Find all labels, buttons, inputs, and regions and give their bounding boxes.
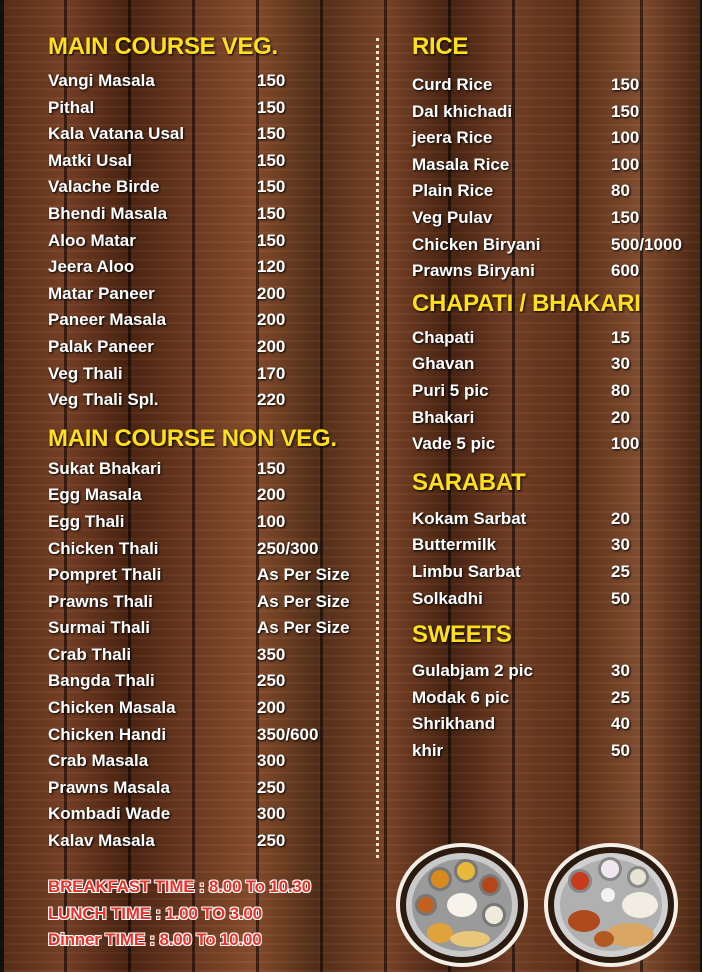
item-price: 150 — [257, 71, 286, 90]
dinner-time: Dinner TIME : 8.00 To 10.00 — [48, 930, 262, 949]
item-name: Vangi Masala — [48, 71, 155, 90]
item-price: 40 — [611, 714, 630, 734]
item-price: 150 — [257, 97, 286, 117]
list-item — [412, 658, 702, 685]
list-item — [48, 642, 368, 669]
item-price: 250/300 — [257, 538, 319, 558]
item-price: 30 — [611, 354, 630, 374]
item-name: Puri 5 pic — [412, 380, 489, 400]
section-heading-chapati-bhakari: CHAPATI / BHAKARI — [412, 289, 641, 317]
thali-plate-image — [544, 843, 678, 967]
item-name: Vade 5 pic — [412, 434, 496, 454]
list-item — [48, 121, 368, 148]
list-item — [412, 99, 702, 126]
item-price: 150 — [257, 177, 286, 197]
item-price: 50 — [611, 740, 630, 760]
item-name: Modak 6 pic — [412, 687, 510, 707]
list-item — [48, 174, 368, 201]
item-name: Chicken Masala — [48, 698, 176, 718]
item-name: Masala Rice — [412, 154, 510, 174]
section-heading-main-course-veg: MAIN COURSE VEG. — [48, 33, 278, 60]
list-item — [48, 334, 368, 361]
item-name: Kala Vatana Usal — [48, 124, 185, 144]
list-item — [412, 351, 702, 378]
list-item — [412, 125, 702, 152]
list-item — [48, 722, 368, 749]
item-name: Valache Birde — [48, 177, 160, 197]
list-item — [48, 695, 368, 722]
list-item — [48, 562, 368, 589]
item-price: 150 — [257, 230, 286, 250]
section-heading-rice: RICE — [412, 33, 469, 60]
item-price: 500/1000 — [611, 234, 682, 254]
item-name: jeera Rice — [412, 128, 493, 148]
chapati-items-list — [412, 325, 702, 458]
item-price: 220 — [257, 390, 286, 410]
item-name: Pithal — [48, 97, 95, 117]
item-price: 150 — [611, 75, 640, 94]
item-name: Pompret Thali — [48, 565, 162, 585]
item-name: Chicken Handi — [48, 724, 167, 744]
item-name: Curd Rice — [412, 75, 493, 94]
list-item — [412, 405, 702, 432]
list-item — [48, 307, 368, 334]
list-item — [48, 668, 368, 695]
item-name: Crab Masala — [48, 751, 149, 771]
item-price: 250 — [257, 831, 286, 851]
list-item — [48, 68, 368, 95]
list-item — [48, 201, 368, 228]
item-name: Aloo Matar — [48, 230, 136, 250]
item-price: 100 — [257, 511, 286, 531]
item-name: Prawns Biryani — [412, 261, 535, 281]
item-price: 50 — [611, 588, 630, 608]
list-item — [412, 586, 702, 613]
item-price: 200 — [257, 310, 286, 330]
item-name: Veg Thali — [48, 363, 123, 383]
item-price: 200 — [257, 698, 286, 718]
list-item — [48, 482, 368, 509]
list-item — [412, 431, 702, 458]
item-price: 200 — [257, 283, 286, 303]
item-name: Egg Thali — [48, 511, 125, 531]
item-name: Chapati — [412, 327, 475, 347]
list-item — [48, 615, 368, 642]
item-name: Prawns Masala — [48, 777, 170, 797]
item-name: Solkadhi — [412, 588, 483, 608]
item-price: As Per Size — [257, 591, 350, 611]
item-price: 100 — [611, 434, 640, 454]
item-price: 150 — [257, 458, 286, 478]
item-name: Egg Masala — [48, 485, 142, 505]
list-item — [412, 258, 702, 285]
list-item — [48, 148, 368, 175]
list-item — [412, 532, 702, 559]
list-item — [412, 325, 702, 352]
item-name: Matki Usal — [48, 150, 133, 170]
breakfast-time: BREAKFAST TIME : 8.00 To 10.30 — [48, 877, 311, 896]
item-price: 25 — [611, 687, 630, 707]
sweets-items-list — [412, 658, 702, 764]
item-price: As Per Size — [257, 565, 350, 585]
section-heading-sarabat: SARABAT — [412, 468, 526, 496]
list-item — [412, 178, 702, 205]
item-price: 20 — [611, 508, 630, 528]
item-name: Chicken Biryani — [412, 234, 541, 254]
item-name: khir — [412, 740, 444, 760]
item-name: Surmai Thali — [48, 618, 151, 638]
list-item — [48, 536, 368, 563]
item-price: As Per Size — [257, 618, 350, 638]
item-name: Veg Thali Spl. — [48, 390, 159, 410]
list-item — [48, 281, 368, 308]
item-price: 20 — [611, 407, 630, 427]
list-item — [48, 361, 368, 388]
item-name: Kokam Sarbat — [412, 508, 527, 528]
item-price: 150 — [257, 150, 286, 170]
item-price: 100 — [611, 154, 640, 174]
item-price: 30 — [611, 661, 630, 681]
nonveg-items-list — [48, 456, 368, 855]
item-price: 80 — [611, 380, 630, 400]
list-item — [48, 254, 368, 281]
item-name: Palak Paneer — [48, 336, 154, 356]
item-price: 80 — [611, 181, 630, 201]
item-price: 100 — [611, 128, 640, 148]
item-price: 350 — [257, 644, 286, 664]
list-item — [412, 685, 702, 712]
item-price: 170 — [257, 363, 286, 383]
item-name: Sukat Bhakari — [48, 458, 162, 478]
item-name: Dal khichadi — [412, 101, 513, 121]
right-column — [412, 32, 702, 764]
list-item — [412, 378, 702, 405]
veg-thali-plate-image — [396, 843, 528, 967]
item-price: 600 — [611, 261, 640, 281]
list-item — [48, 748, 368, 775]
lunch-time: LUNCH TIME : 1.00 TO 3.00 — [48, 903, 262, 923]
timings-block — [48, 874, 311, 954]
item-name: Kalav Masala — [48, 831, 155, 851]
item-price: 150 — [257, 124, 286, 144]
list-item — [412, 738, 702, 765]
item-name: Prawns Thali — [48, 591, 153, 611]
list-item — [48, 95, 368, 122]
item-name: Shrikhand — [412, 714, 496, 734]
item-name: Bangda Thali — [48, 671, 155, 691]
item-price: 25 — [611, 561, 630, 581]
item-name: Ghavan — [412, 354, 475, 374]
item-price: 250 — [257, 671, 286, 691]
sarabat-items-list — [412, 506, 702, 612]
list-item — [412, 72, 702, 99]
list-item — [412, 711, 702, 738]
item-name: Plain Rice — [412, 181, 494, 201]
list-item — [412, 205, 702, 232]
item-price: 150 — [257, 203, 286, 223]
item-name: Limbu Sarbat — [412, 561, 521, 581]
item-price: 250 — [257, 777, 286, 797]
item-price: 350/600 — [257, 724, 319, 744]
item-name: Bhakari — [412, 407, 475, 427]
item-price: 200 — [257, 336, 286, 356]
item-name: Veg Pulav — [412, 207, 493, 227]
list-item — [48, 509, 368, 536]
list-item — [48, 589, 368, 616]
left-column — [48, 32, 368, 855]
item-price: 150 — [611, 101, 640, 121]
item-name: Buttermilk — [412, 535, 497, 555]
list-item — [48, 775, 368, 802]
item-name: Jeera Aloo — [48, 257, 135, 277]
list-item — [48, 828, 368, 855]
item-name: Crab Thali — [48, 644, 132, 664]
veg-items-list — [48, 68, 368, 414]
item-price: 15 — [611, 327, 630, 347]
item-price: 200 — [257, 485, 286, 505]
list-item — [412, 152, 702, 179]
list-item — [48, 801, 368, 828]
section-heading-sweets: SWEETS — [412, 621, 512, 649]
item-price: 300 — [257, 751, 286, 771]
dotted-column-divider — [376, 38, 379, 858]
list-item — [412, 232, 702, 259]
item-price: 150 — [611, 207, 640, 227]
list-item — [48, 228, 368, 255]
item-name: Chicken Thali — [48, 538, 159, 558]
list-item — [412, 559, 702, 586]
section-heading-main-course-non-veg: MAIN COURSE NON VEG. — [48, 424, 337, 452]
list-item — [48, 456, 368, 483]
item-name: Gulabjam 2 pic — [412, 661, 533, 681]
list-item — [48, 387, 368, 414]
item-price: 30 — [611, 535, 630, 555]
rice-items-list — [412, 72, 702, 285]
item-name: Paneer Masala — [48, 310, 167, 330]
list-item — [412, 506, 702, 533]
item-name: Bhendi Masala — [48, 203, 168, 223]
item-name: Kombadi Wade — [48, 804, 171, 824]
item-name: Matar Paneer — [48, 283, 155, 303]
item-price: 300 — [257, 804, 286, 824]
item-price: 120 — [257, 257, 286, 277]
